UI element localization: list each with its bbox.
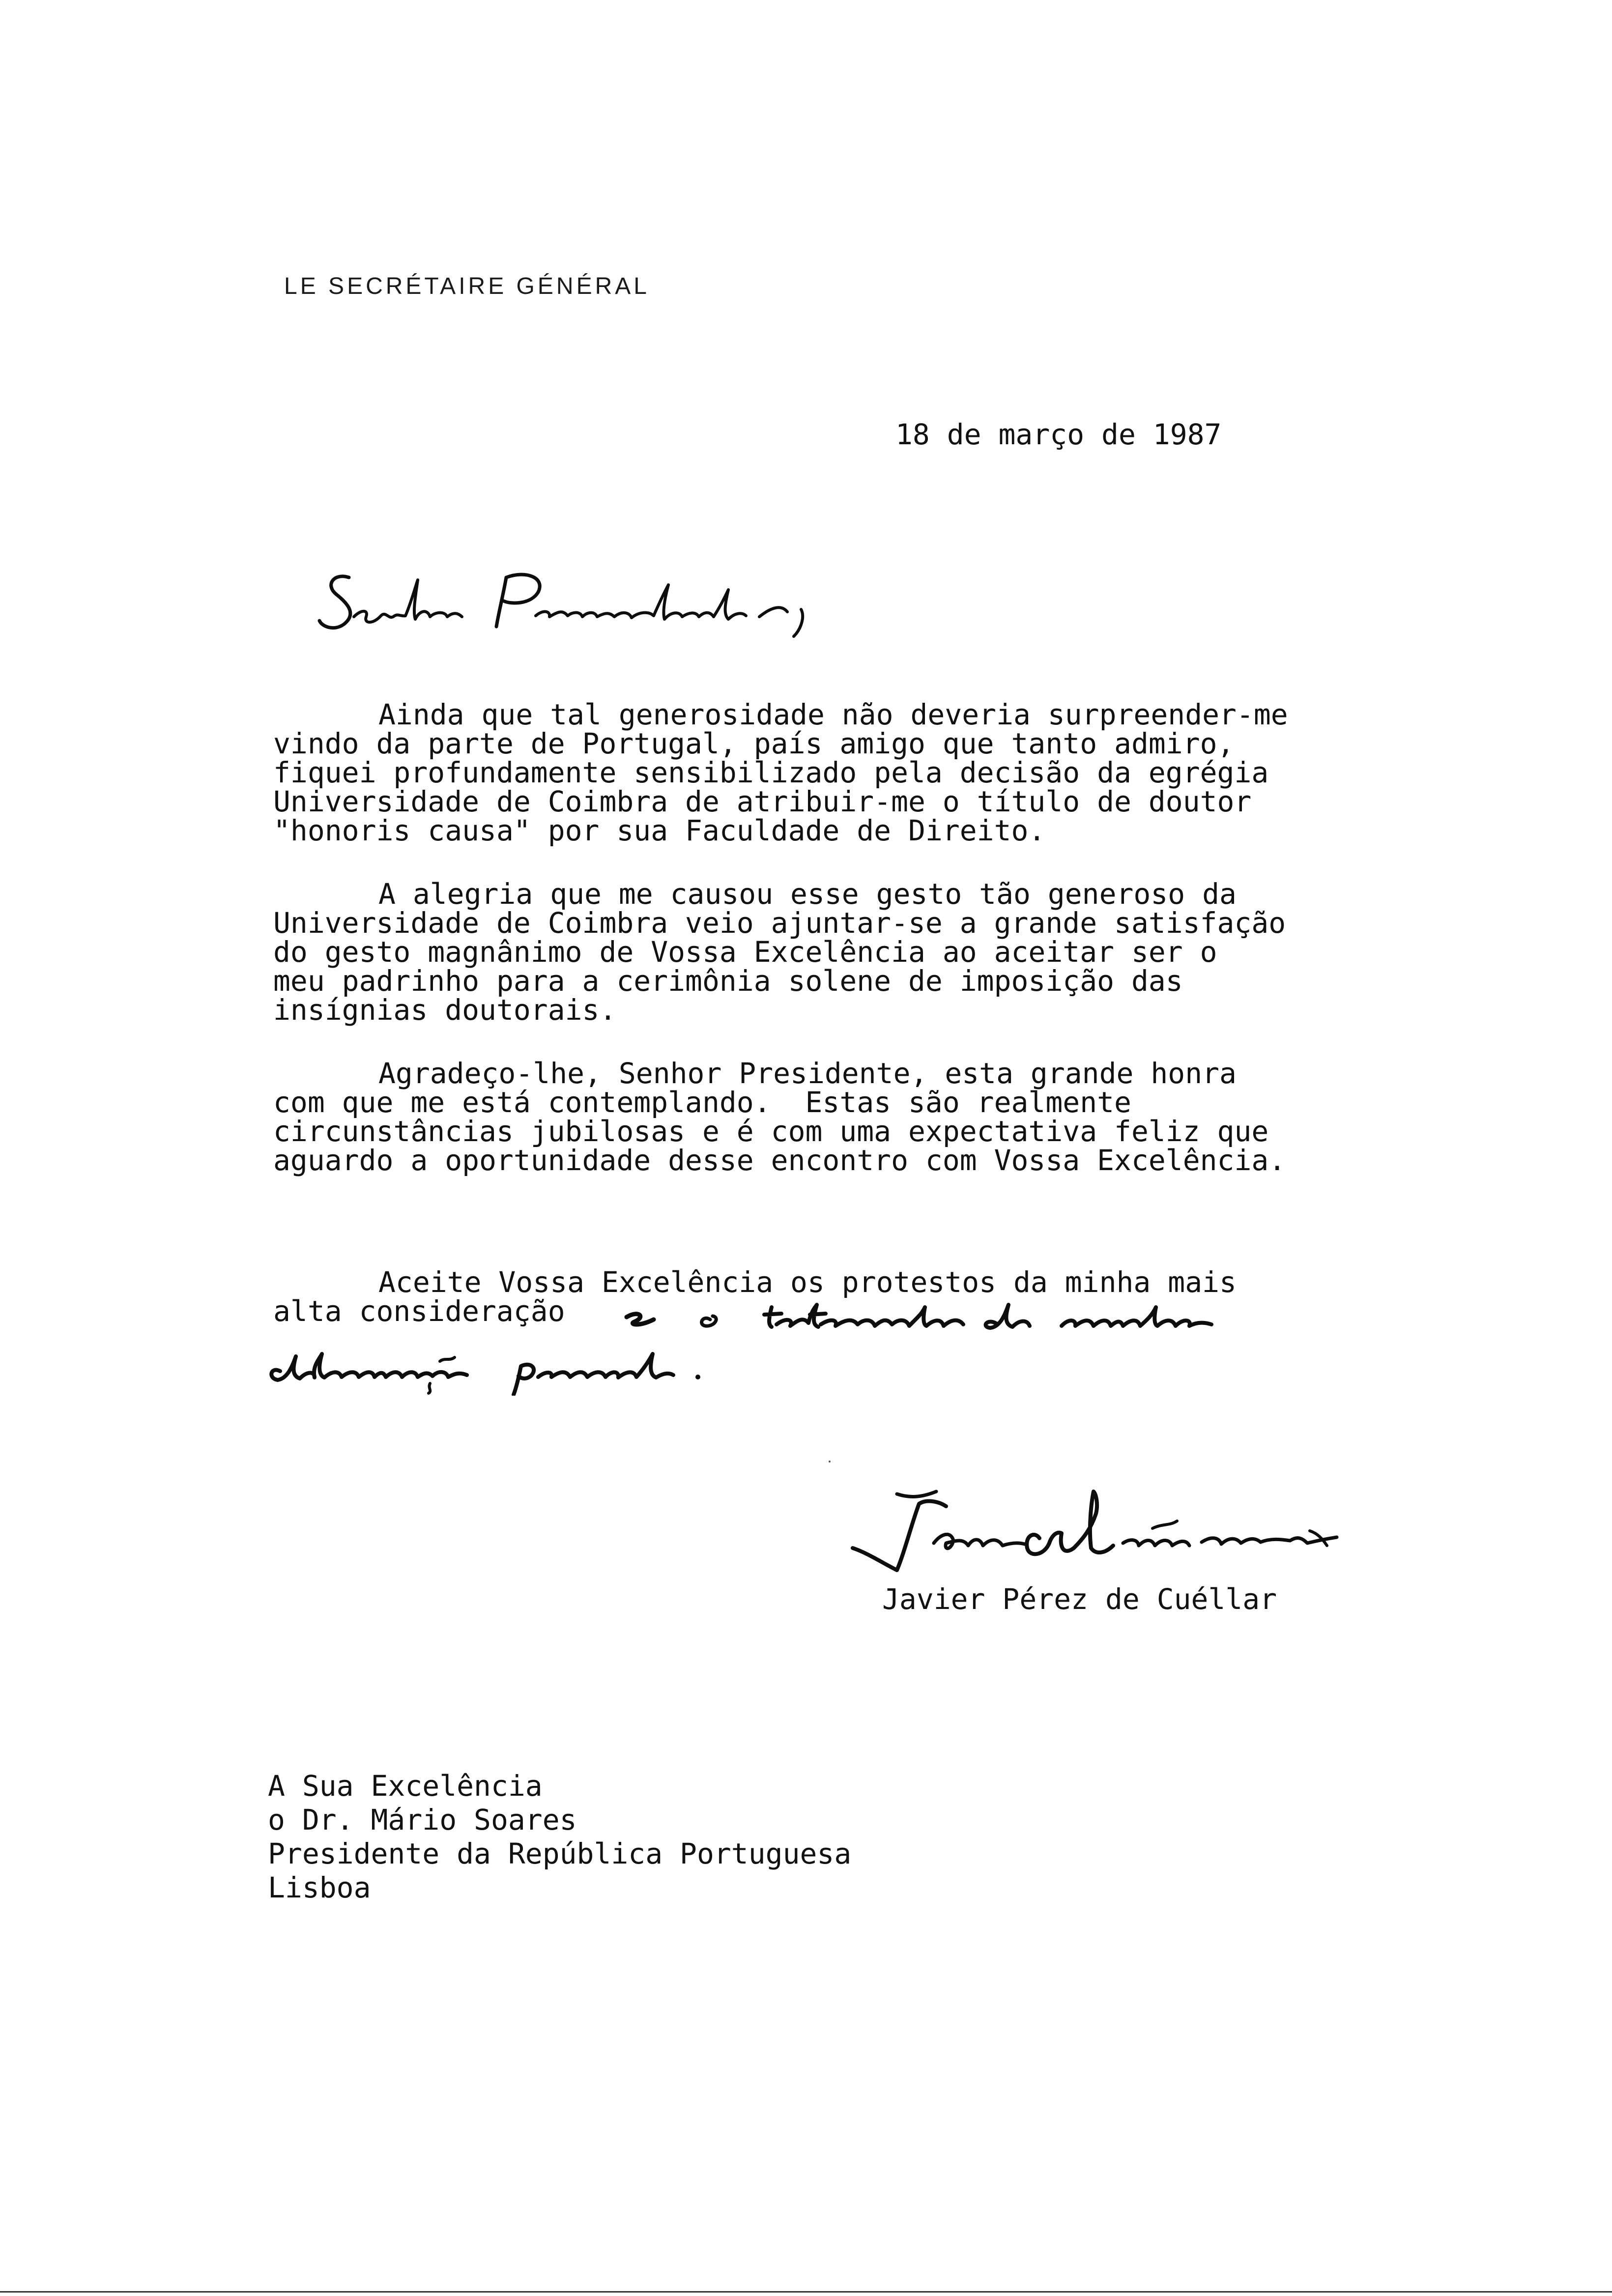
body-line: insígnias doutorais. [273,993,617,1027]
bottom-edge-line [0,2291,1612,2293]
letterhead: LE SECRÉTAIRE GÉNÉRAL [284,273,650,299]
body-line: Agradeço-lhe, Senhor Presidente, esta grande honra [378,1057,1237,1090]
paragraph [273,877,1453,1027]
addressee-block [268,1769,851,1905]
body-line: com que me está contemplando. Estas são realmente [273,1086,1131,1119]
body-line: "honoris causa" por sua Faculdade de Direito. [273,814,1046,847]
handwritten-addition-drawing [265,1297,1396,1396]
signer-name: Javier Pérez de Cuéllar [882,1582,1277,1616]
addressee-line: A Sua Excelência [268,1769,543,1803]
addressee-line: Presidente da República Portuguesa [268,1837,852,1870]
handwritten-salutation [315,558,880,651]
ink-speck [829,1461,831,1463]
body-line: circunstâncias jubilosas e é com uma expectativa feliz que [273,1115,1269,1148]
body-line: A alegria que me causou esse gesto tão generoso da [378,877,1237,911]
handwritten-closing-addition [265,1297,1396,1396]
body-line: meu padrinho para a cerimônia solene de imposição das [273,964,1183,998]
body-line: fiquei profundamente sensibilizado pela decisão da egrégia [273,756,1269,789]
body-line: aguardo a oportunidade desse encontro com Vossa Excelência. [273,1144,1286,1177]
body-line: do gesto magnânimo de Vossa Excelência ao aceitar ser o [273,935,1217,969]
closing-line: Aceite Vossa Excelência os protestos da minha mais [378,1265,1237,1299]
signature-drawing [848,1484,1349,1582]
handwritten-signature [848,1484,1349,1582]
body-line: Universidade de Coimbra veio ajuntar-se a grande satisfação [273,906,1286,940]
body-line: Universidade de Coimbra de atribuir-me o título de doutor [273,785,1252,818]
closing-line: alta consideração [273,1294,565,1328]
addressee-line: Lisboa [268,1871,371,1904]
body-line: Ainda que tal generosidade não deveria surpreender-me [378,698,1288,731]
paragraph [273,700,1453,845]
paragraph [273,1059,1453,1175]
letter-body [273,700,1453,1209]
letter-date: 18 de março de 1987 [895,418,1222,451]
salutation-script-drawing [315,558,880,651]
addressee-line: o Dr. Mário Soares [268,1803,577,1837]
body-line: vindo da parte de Portugal, país amigo que tanto admiro, [273,727,1235,760]
